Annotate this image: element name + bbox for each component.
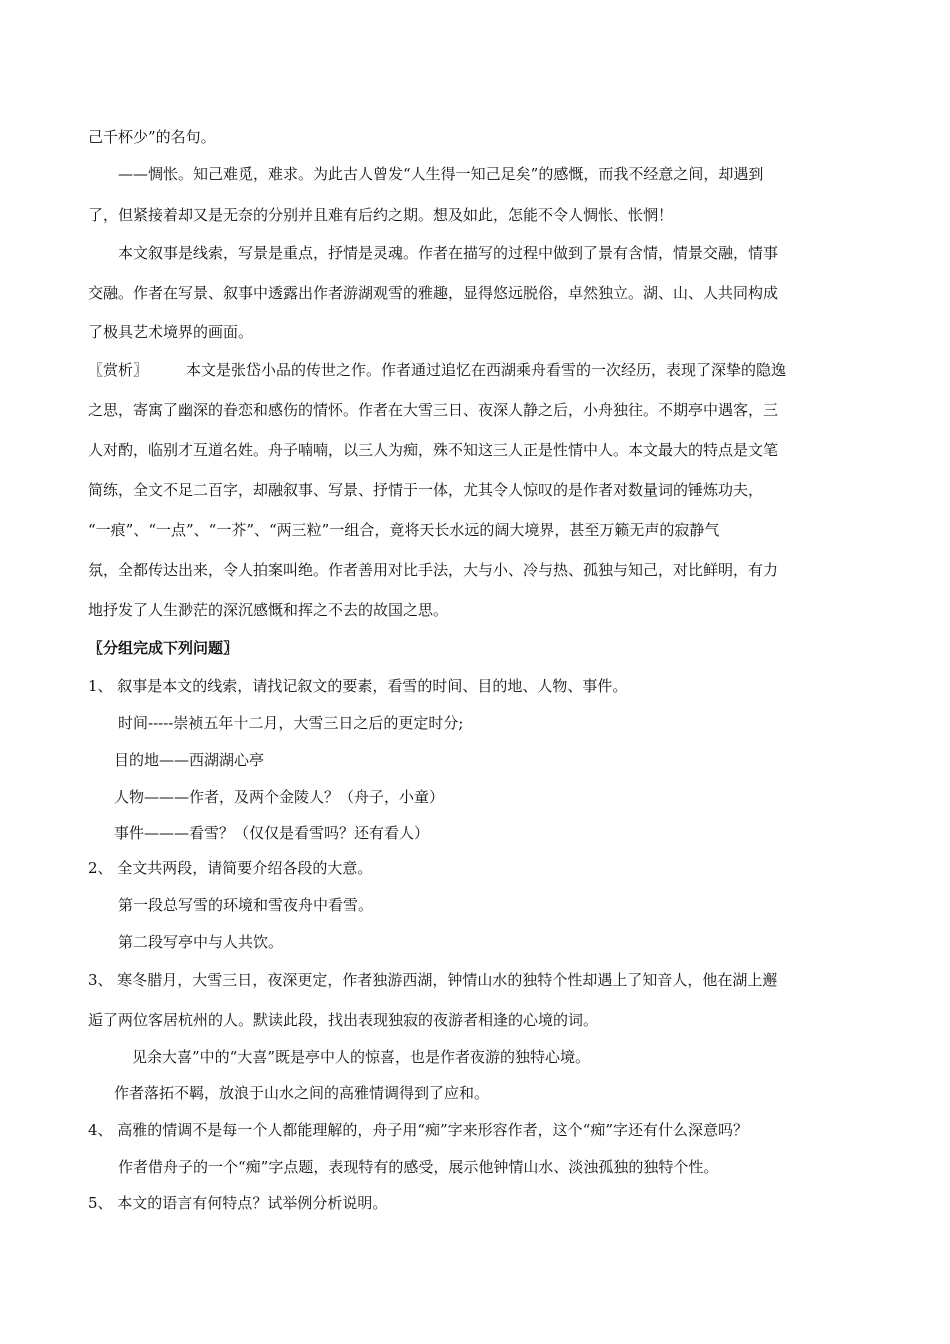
answer-line: 事件———看雪？（仅仅是看雪吗？还有看人）	[114, 824, 430, 842]
text-line: 了，但紧接着却又是无奈的分别并且难有后约之期。想及如此，怎能不令人惆怅、怅惘！	[88, 206, 674, 224]
text-line: 人对酌，临别才互道名姓。舟子喃喃，以三人为痴，殊不知这三人正是性情中人。本文最大的特点是文笔	[88, 441, 779, 459]
text-line: 交融。作者在写景、叙事中透露出作者游湖观雪的雅趣，显得悠远脱俗，卓然独立。湖、山、人共同构成	[88, 284, 779, 302]
answer-line: 人物———作者，及两个金陵人？（舟子，小童）	[114, 788, 445, 806]
answer-line: 作者借舟子的一个“痴”字点题，表现特有的感受，展示他钟情山水、淡浊孤独的独特个性。	[118, 1158, 719, 1176]
text-line: 己千杯少”的名句。	[88, 128, 216, 146]
answer-line: 第二段写亭中与人共饮。	[118, 933, 284, 951]
text-line: 本文叙事是线索，写景是重点，抒情是灵魂。作者在描写的过程中做到了景有含情，情景交融，情事	[118, 244, 779, 262]
text-line: ——惆怅。知己难觅，难求。为此古人曾发“人生得一知己足矣”的感慨，而我不经意之间，却遇到	[118, 165, 764, 183]
answer-line: 目的地——西湖湖心亭	[114, 751, 265, 769]
text-line: 地抒发了人生渺茫的深沉感慨和挥之不去的故国之思。	[88, 601, 449, 619]
text-line: 逅了两位客居杭州的人。默读此段，找出表现独寂的夜游者相逢的心境的词。	[88, 1011, 599, 1029]
answer-line: 第一段总写雪的环境和雪夜舟中看雪。	[118, 896, 374, 914]
section-heading: 〖分组完成下列问题〗	[88, 639, 239, 657]
question-5: 5、 本文的语言有何特点？试举例分析说明。	[88, 1194, 388, 1212]
question-3: 3、 寒冬腊月，大雪三日，夜深更定，作者独游西湖，钟情山水的独特个性却遇上了知音人，他在湖上邂	[88, 971, 778, 989]
answer-line: 见余大喜”中的“大喜”既是亭中人的惊喜，也是作者夜游的独特心境。	[132, 1048, 591, 1066]
text-line: 简练，全文不足二百字，却融叙事、写景、抒情于一体，尤其令人惊叹的是作者对数量词的锤炼功夫，	[88, 481, 764, 499]
text-line: 本文是张岱小品的传世之作。作者通过追忆在西湖乘舟看雪的一次经历，表现了深挚的隐逸	[186, 361, 787, 379]
question-4: 4、 高雅的情调不是每一个人都能理解的，舟子用“痴”字来形容作者，这个“痴”字还有什么深意吗？	[88, 1121, 748, 1139]
text-line: 氛，全都传达出来，令人拍案叫绝。作者善用对比手法，大与小、冷与热、孤独与知己，对比鲜明，有力	[88, 561, 779, 579]
section-label-appreciation: 〖赏析〗	[88, 361, 149, 379]
text-line: 了极具艺术境界的画面。	[88, 323, 254, 341]
answer-line: 作者落拓不羁，放浪于山水之间的高雅情调得到了应和。	[114, 1084, 490, 1102]
answer-line: 时间-----崇祯五年十二月，大雪三日之后的更定时分;	[118, 714, 464, 732]
text-line: 之思，寄寓了幽深的眷恋和感伤的情怀。作者在大雪三日、夜深人静之后，小舟独往。不期亭中遇客，三	[88, 401, 779, 419]
text-line: “一痕”、“一点”、“一芥”、“两三粒”一组合，竟将天长水远的阔大境界，甚至万籁无声的寂静气	[88, 521, 720, 539]
question-2: 2、 全文共两段，请简要介绍各段的大意。	[88, 859, 373, 877]
question-1: 1、 叙事是本文的线索，请找记叙文的要素，看雪的时间、目的地、人物、事件。	[88, 677, 628, 695]
